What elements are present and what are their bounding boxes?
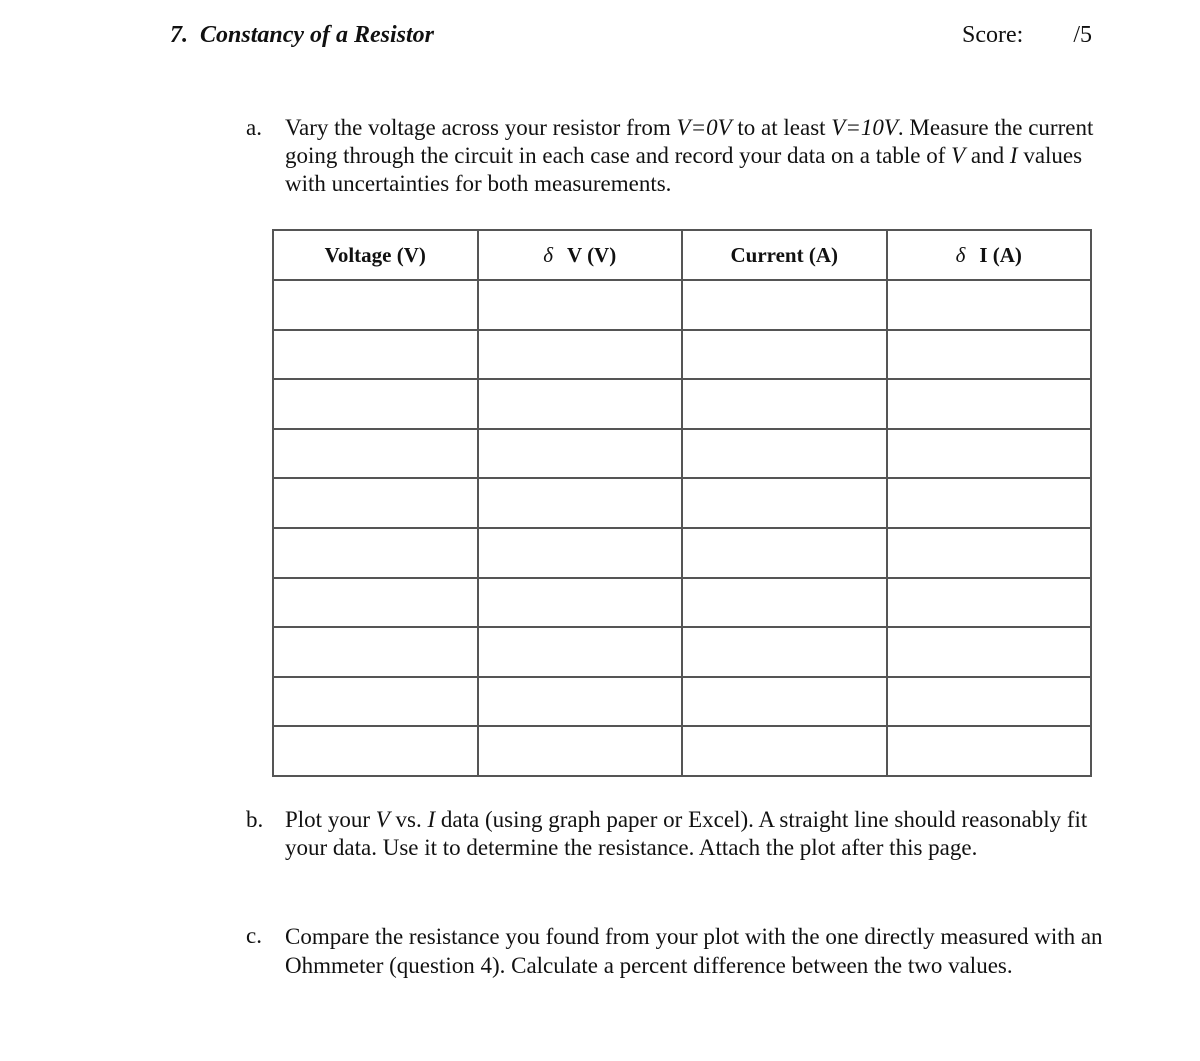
question-a-text-part: and bbox=[965, 143, 1010, 168]
delta-symbol: δ bbox=[955, 242, 966, 267]
score-total: /5 bbox=[1073, 22, 1092, 48]
table-cell[interactable] bbox=[887, 478, 1092, 528]
table-cell[interactable] bbox=[478, 429, 683, 479]
table-row bbox=[273, 528, 1091, 578]
table-cell[interactable] bbox=[273, 677, 478, 727]
math-i-symbol: I bbox=[427, 807, 436, 832]
math-i-symbol: I bbox=[1009, 143, 1018, 168]
table-cell[interactable] bbox=[682, 627, 887, 677]
question-b-text bbox=[285, 806, 1111, 862]
table-cell[interactable] bbox=[478, 280, 683, 330]
table-cell[interactable] bbox=[887, 528, 1092, 578]
math-voltage-end: V=10V bbox=[831, 115, 898, 140]
question-c bbox=[246, 922, 1111, 980]
table-body bbox=[273, 280, 1091, 776]
delta-symbol: δ bbox=[543, 242, 554, 267]
question-a-text-part: . Measure the current going through the circuit in each case and record your data on a table of bbox=[285, 115, 1094, 168]
question-a-marker: a. bbox=[246, 115, 262, 140]
table-row bbox=[273, 379, 1091, 429]
table-cell[interactable] bbox=[682, 280, 887, 330]
table-cell[interactable] bbox=[887, 578, 1092, 628]
table-row bbox=[273, 578, 1091, 628]
table-cell[interactable] bbox=[887, 677, 1092, 727]
table-cell[interactable] bbox=[682, 726, 887, 776]
table-cell[interactable] bbox=[887, 627, 1092, 677]
data-table bbox=[272, 229, 1092, 777]
table-row bbox=[273, 627, 1091, 677]
question-a-text-part: to at least bbox=[731, 115, 832, 140]
question-a-text bbox=[285, 114, 1111, 198]
table-cell[interactable] bbox=[682, 677, 887, 727]
table-header-row bbox=[273, 230, 1091, 280]
math-voltage-start: V=0V bbox=[676, 115, 732, 140]
table-cell[interactable] bbox=[273, 528, 478, 578]
table-row bbox=[273, 280, 1091, 330]
table-cell[interactable] bbox=[478, 578, 683, 628]
question-b-text-part: Plot your bbox=[285, 807, 376, 832]
table-cell[interactable] bbox=[273, 578, 478, 628]
header-voltage-uncertainty bbox=[478, 230, 683, 280]
section-heading bbox=[170, 20, 434, 50]
header-current: Current (A) bbox=[682, 230, 887, 280]
table-cell[interactable] bbox=[478, 528, 683, 578]
table-cell[interactable] bbox=[682, 379, 887, 429]
table-cell[interactable] bbox=[478, 478, 683, 528]
table-cell[interactable] bbox=[478, 726, 683, 776]
table-cell[interactable] bbox=[682, 528, 887, 578]
math-v-symbol: V bbox=[375, 807, 390, 832]
table-cell[interactable] bbox=[273, 330, 478, 380]
table-cell[interactable] bbox=[273, 627, 478, 677]
question-b-text-part: vs. bbox=[389, 807, 428, 832]
table-cell[interactable] bbox=[887, 379, 1092, 429]
table-cell[interactable] bbox=[887, 280, 1092, 330]
question-b-text-part: data (using graph paper or Excel). A straight line should reasonably fit your data. Use it to determine the resistance. Attach the plot after this page. bbox=[285, 807, 1088, 860]
table-cell[interactable] bbox=[478, 627, 683, 677]
table-row bbox=[273, 726, 1091, 776]
table-row bbox=[273, 429, 1091, 479]
table-cell[interactable] bbox=[478, 379, 683, 429]
table-row bbox=[273, 478, 1091, 528]
table-cell[interactable] bbox=[273, 379, 478, 429]
table-row bbox=[273, 677, 1091, 727]
header-voltage-uncertainty-label: V (V) bbox=[567, 242, 617, 267]
table-cell[interactable] bbox=[682, 578, 887, 628]
table-cell[interactable] bbox=[273, 478, 478, 528]
table-cell[interactable] bbox=[887, 726, 1092, 776]
score-label: Score: bbox=[962, 22, 1024, 48]
table-row bbox=[273, 330, 1091, 380]
question-b bbox=[246, 806, 1111, 862]
table-cell[interactable] bbox=[273, 280, 478, 330]
question-b-marker: b. bbox=[246, 807, 264, 832]
header-current-uncertainty-label: I (A) bbox=[979, 242, 1022, 267]
table-cell[interactable] bbox=[273, 726, 478, 776]
header-current-uncertainty bbox=[887, 230, 1092, 280]
section-title: Constancy of a Resistor bbox=[200, 22, 435, 48]
question-a bbox=[246, 114, 1111, 198]
question-a-text-part: Vary the voltage across your resistor from bbox=[285, 115, 677, 140]
table-cell[interactable] bbox=[887, 330, 1092, 380]
score-box bbox=[962, 20, 1092, 50]
question-c-text: Compare the resistance you found from your plot with the one directly measured with an Ohmmeter (question 4). Calculate a percent difference between the two values. bbox=[285, 924, 1103, 978]
section-number: 7. bbox=[170, 22, 188, 48]
table-cell[interactable] bbox=[682, 330, 887, 380]
header-voltage: Voltage (V) bbox=[273, 230, 478, 280]
math-v-symbol: V bbox=[951, 143, 966, 168]
table-cell[interactable] bbox=[682, 478, 887, 528]
table-cell[interactable] bbox=[682, 429, 887, 479]
question-a-text-part: values with uncertainties for both measurements. bbox=[285, 143, 1083, 196]
table-cell[interactable] bbox=[887, 429, 1092, 479]
question-c-marker: c. bbox=[246, 923, 262, 948]
table-cell[interactable] bbox=[478, 330, 683, 380]
table-cell[interactable] bbox=[273, 429, 478, 479]
table-cell[interactable] bbox=[478, 677, 683, 727]
